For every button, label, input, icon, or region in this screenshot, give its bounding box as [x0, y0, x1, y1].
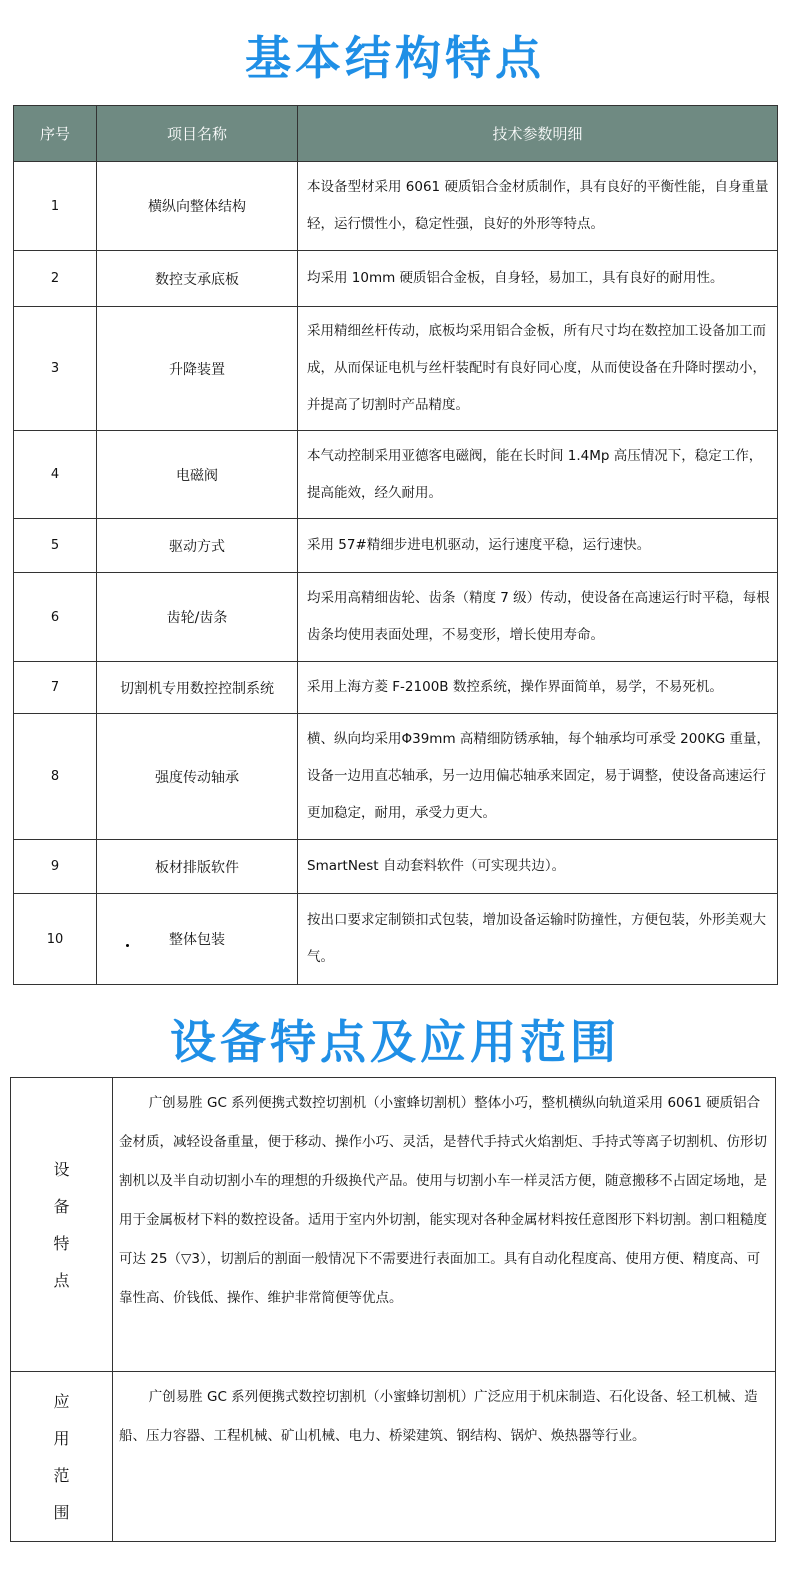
- row-name: 升降装置: [97, 307, 298, 431]
- table-row: [14, 431, 778, 519]
- table-row: [14, 662, 778, 714]
- section-title-structure: 基本结构特点: [245, 31, 545, 85]
- table-row: [14, 162, 778, 251]
- row-desc: 均采用高精细齿轮、齿条（精度 7 级）传动，使设备在高速运行时平稳，每根齿条均使用表面处理，不易变形，增长使用寿命。: [298, 573, 778, 662]
- row-no: 3: [14, 307, 97, 431]
- label-char: 范: [53, 1465, 70, 1485]
- row-name: 电磁阀: [97, 431, 298, 519]
- row-no: 8: [14, 714, 97, 840]
- row-name: 数控支承底板: [97, 251, 298, 307]
- application-text: 广创易胜 GC 系列便携式数控切割机（小蜜蜂切割机）广泛应用于机床制造、石化设备、轻工机械、造船、压力容器、工程机械、矿山机械、电力、桥梁建筑、钢结构、锅炉、焕热器等行业。: [113, 1372, 776, 1542]
- row-name: 驱动方式: [97, 519, 298, 573]
- row-desc: 本气动控制采用亚德客电磁阀，能在长时间 1.4Mp 高压情况下，稳定工作，提高能效，经久耐用。: [298, 431, 778, 519]
- row-desc: 采用精细丝杆传动，底板均采用铝合金板，所有尺寸均在数控加工设备加工而成，从而保证电机与丝杆装配时有良好同心度，从而使设备在升降时摆动小，并提高了切割时产品精度。: [298, 307, 778, 431]
- table-row: [14, 519, 778, 573]
- row-desc: 采用 57#精细步进电机驱动，运行速度平稳，运行速快。: [298, 519, 778, 573]
- row-no: 7: [14, 662, 97, 714]
- label-char: 备: [53, 1196, 70, 1216]
- header-no: 序号: [14, 106, 97, 162]
- row-desc: 本设备型材采用 6061 硬质铝合金材质制作，具有良好的平衡性能，自身重量轻，运行惯性小，稳定性强，良好的外形等特点。: [298, 162, 778, 251]
- stray-dot: [126, 944, 129, 947]
- label-char: 点: [53, 1270, 70, 1290]
- structure-spec-table: [13, 105, 778, 985]
- table-row: [14, 307, 778, 431]
- table-row: [14, 251, 778, 307]
- row-no: 2: [14, 251, 97, 307]
- table-row: [14, 840, 778, 894]
- row-desc: 横、纵向均采用Φ39mm 高精细防锈承轴，每个轴承均可承受 200KG 重量，设备一边用直芯轴承，另一边用偏芯轴承来固定，易于调整，使设备高速运行更加稳定，耐用，承受力更大。: [298, 714, 778, 840]
- row-desc: 均采用 10mm 硬质铝合金板，自身轻，易加工，具有良好的耐用性。: [298, 251, 778, 307]
- features-label: [11, 1078, 113, 1372]
- row-desc: 按出口要求定制锁扣式包装，增加设备运输时防撞性，方便包装，外形美观大气。: [298, 894, 778, 985]
- features-row: [11, 1078, 776, 1372]
- row-no: 4: [14, 431, 97, 519]
- row-name: 整体包装: [97, 894, 298, 985]
- row-desc: 采用上海方菱 F-2100B 数控系统，操作界面简单，易学，不易死机。: [298, 662, 778, 714]
- row-name: 齿轮/齿条: [97, 573, 298, 662]
- row-no: 1: [14, 162, 97, 251]
- label-char: 用: [53, 1428, 70, 1448]
- row-no: 6: [14, 573, 97, 662]
- features-text: 广创易胜 GC 系列便携式数控切割机（小蜜蜂切割机）整体小巧，整机横纵向轨道采用 6061 硬质铝合金材质，减轻设备重量，便于移动、操作小巧、灵活，是替代手持式火焰割炬、手持式等离子切割机、仿形切割机以及半自动切割小车的理想的升级换代产品。使用与切割小车一样灵活方便，随意搬移不占固定场地，是用于金属板材下料的数控设备。适用于室内外切割，能实现对各种金属材料按任意图形下料切割。割口粗糙度可达 25（▽3），切割后的割面一般情况下不需要进行表面加工。具有自动化程度高、使用方便、精度高、可靠性高、价钱低、操作、维护非常简便等优点。: [113, 1078, 776, 1372]
- row-desc: SmartNest 自动套料软件（可实现共边）。: [298, 840, 778, 894]
- row-no: 10: [14, 894, 97, 985]
- header-desc: 技术参数明细: [298, 106, 778, 162]
- table-row: [14, 894, 778, 985]
- application-label: [11, 1372, 113, 1542]
- table-row: [14, 573, 778, 662]
- row-name: 切割机专用数控控制系统: [97, 662, 298, 714]
- row-name: 强度传动轴承: [97, 714, 298, 840]
- label-char: 围: [53, 1502, 70, 1522]
- row-name: 板材排版软件: [97, 840, 298, 894]
- application-row: [11, 1372, 776, 1542]
- row-no: 5: [14, 519, 97, 573]
- header-name: 项目名称: [97, 106, 298, 162]
- label-char: 设: [53, 1159, 70, 1179]
- section-title-features: 设备特点及应用范围: [170, 1015, 620, 1069]
- table-header-row: [14, 106, 778, 162]
- label-char: 应: [53, 1391, 70, 1411]
- table-row: [14, 714, 778, 840]
- features-application-table: [10, 1077, 776, 1542]
- row-name: 横纵向整体结构: [97, 162, 298, 251]
- label-char: 特: [53, 1233, 70, 1253]
- row-no: 9: [14, 840, 97, 894]
